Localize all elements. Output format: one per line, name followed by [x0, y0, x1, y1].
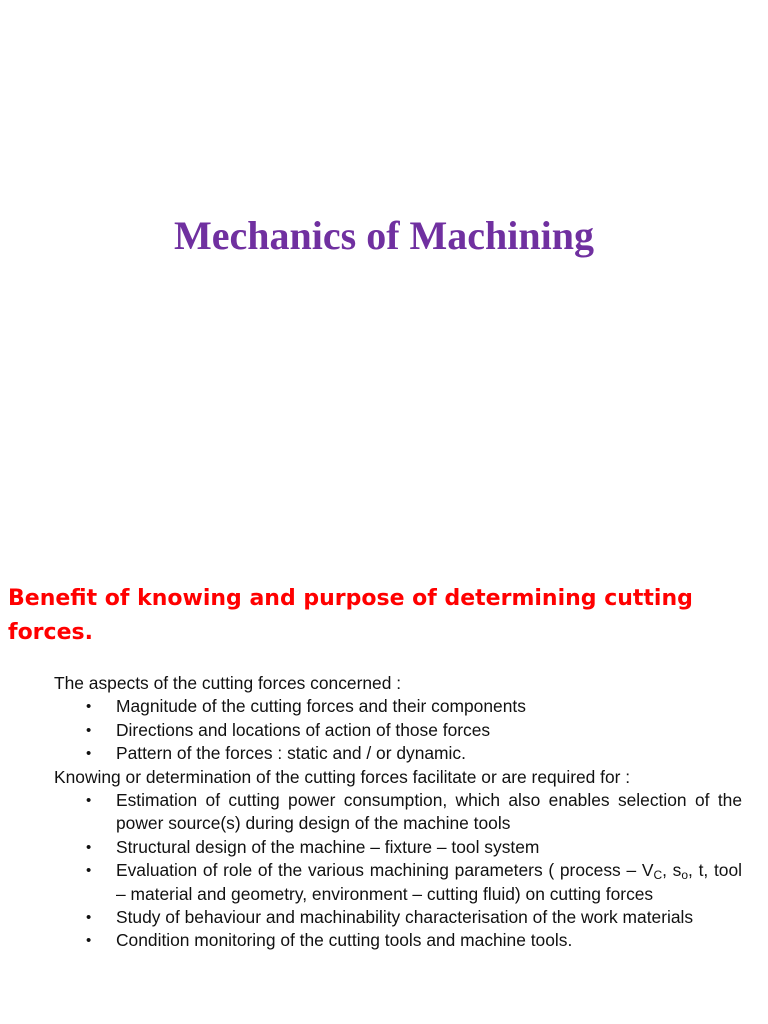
list-item: • Pattern of the forces : static and / or dynamic.: [116, 742, 742, 765]
list-item: • Evaluation of role of the various machining parameters ( process – $V_C$, $s_o$, t, tool – material and geometry, environment – cutting fluid) on cutting forces: [86, 860, 742, 904]
page-title: Mechanics of Machining: [174, 213, 594, 258]
bullet-icon: •: [86, 745, 92, 763]
list-item: • Directions and locations of action of those forces: [116, 719, 742, 742]
bullet-icon: •: [86, 932, 92, 950]
bullet-icon: •: [86, 909, 92, 927]
section-heading: Benefit of knowing and purpose of determining cutting forces.: [8, 586, 693, 645]
requirements-intro: Knowing or determination of the cutting forces facilitate or are required for :: [54, 766, 631, 787]
content-body: [54, 672, 742, 953]
bullet-icon: •: [86, 721, 92, 739]
bullet-icon: •: [86, 792, 92, 810]
bullet-icon: •: [86, 838, 92, 856]
bullet-icon: •: [86, 862, 92, 880]
list-item: • Structural design of the machine – fixture – tool system: [116, 836, 742, 859]
list-item: • Study of behaviour and machinability characterisation of the work materials: [116, 906, 742, 929]
list-item: • Magnitude of the cutting forces and their components: [116, 695, 742, 718]
list-item: • Condition monitoring of the cutting tools and machine tools.: [116, 929, 742, 952]
list-item: • Estimation of cutting power consumption, which also enables selection of the power source(s) during design of the machine tools: [86, 790, 742, 834]
requirements-list: [54, 789, 742, 953]
aspects-list: [54, 695, 742, 765]
aspects-intro: The aspects of the cutting forces concerned :: [54, 673, 402, 693]
bullet-icon: •: [86, 698, 92, 716]
